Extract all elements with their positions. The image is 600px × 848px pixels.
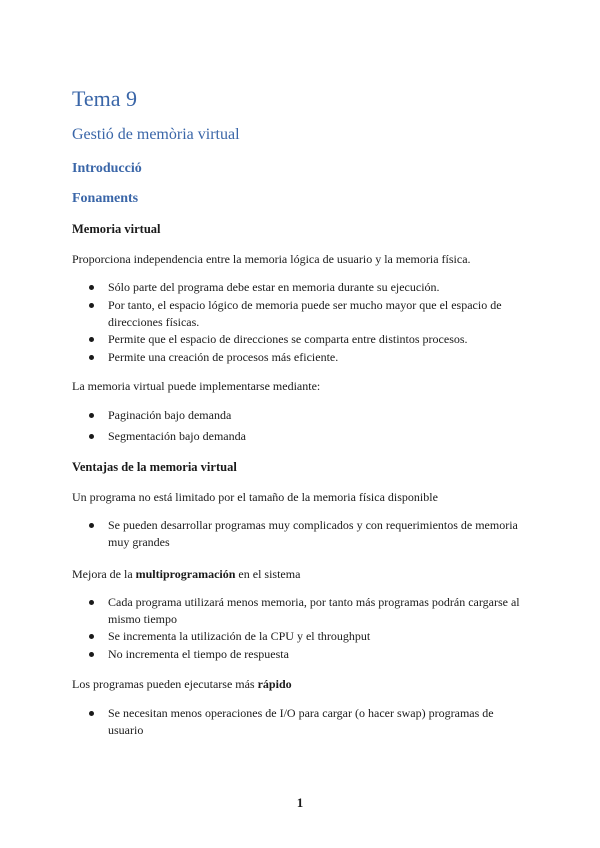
list-item-text: Sólo parte del programa debe estar en memoria durante su ejecución.: [108, 280, 440, 294]
document-subtitle: Gestió de memòria virtual: [72, 126, 240, 143]
list-item-text: Por tanto, el espacio lógico de memoria puede ser mucho mayor que el espacio de direcciones físicas.: [108, 298, 502, 329]
bullet-icon: [89, 634, 94, 639]
list-item: [108, 349, 528, 366]
page-number: 1: [296, 795, 304, 810]
bullet-icon: [89, 285, 94, 290]
bullet-icon: [89, 652, 94, 657]
heading-fonaments: Fonaments: [72, 191, 139, 206]
list-item: [108, 407, 528, 424]
bullet-icon: [89, 711, 94, 716]
list-item-text: Se pueden desarrollar programas muy complicados y con requerimientos de memoria muy grandes: [108, 518, 518, 549]
list-item: [108, 628, 528, 645]
list-item: [108, 594, 528, 628]
list-item: [108, 297, 528, 331]
list-item-text: Paginación bajo demanda: [108, 408, 232, 422]
paragraph: Un programa no está limitado por el tamaño de la memoria física disponible: [72, 490, 438, 504]
list-item-text: Segmentación bajo demanda: [108, 429, 246, 443]
list-item: [108, 705, 528, 739]
bullet-icon: [89, 523, 94, 528]
list-item-text: Se necesitan menos operaciones de I/O para cargar (o hacer swap) programas de usuario: [108, 706, 494, 737]
heading-ventajas: Ventajas de la memoria virtual: [72, 460, 237, 474]
bullet-icon: [89, 337, 94, 342]
bullet-icon: [89, 413, 94, 418]
bullet-icon: [89, 303, 94, 308]
paragraph: [72, 676, 532, 692]
list-item-text: Permite una creación de procesos más eficiente.: [108, 350, 339, 364]
bullet-icon: [89, 434, 94, 439]
paragraph: La memoria virtual puede implementarse mediante:: [72, 379, 321, 393]
paragraph: Proporciona independencia entre la memoria lógica de usuario y la memoria física.: [72, 252, 471, 266]
list-item: [108, 331, 528, 348]
bullet-icon: [89, 355, 94, 360]
list-item-text: Permite que el espacio de direcciones se comparta entre distintos procesos.: [108, 332, 468, 346]
paragraph-text: Mejora de la: [72, 567, 136, 581]
list-item-text: Cada programa utilizará menos memoria, por tanto más programas podrán cargarse al mismo tiempo: [108, 595, 520, 626]
list-item: [108, 279, 528, 296]
emphasis-text: multiprogramación: [135, 567, 236, 581]
list-item: [108, 517, 528, 551]
emphasis-text: rápido: [257, 677, 292, 691]
list-item: [108, 428, 528, 445]
list-item: [108, 646, 528, 663]
list-item-text: No incrementa el tiempo de respuesta: [108, 647, 289, 661]
paragraph: [72, 566, 532, 582]
document-title: Tema 9: [72, 86, 138, 111]
paragraph-text: Los programas pueden ejecutarse más: [72, 677, 258, 691]
list-item-text: Se incrementa la utilización de la CPU y el throughput: [108, 629, 371, 643]
paragraph-text: en el sistema: [235, 567, 301, 581]
heading-introduccio: Introducció: [72, 161, 142, 176]
heading-memoria-virtual: Memoria virtual: [72, 222, 161, 236]
bullet-icon: [89, 600, 94, 605]
